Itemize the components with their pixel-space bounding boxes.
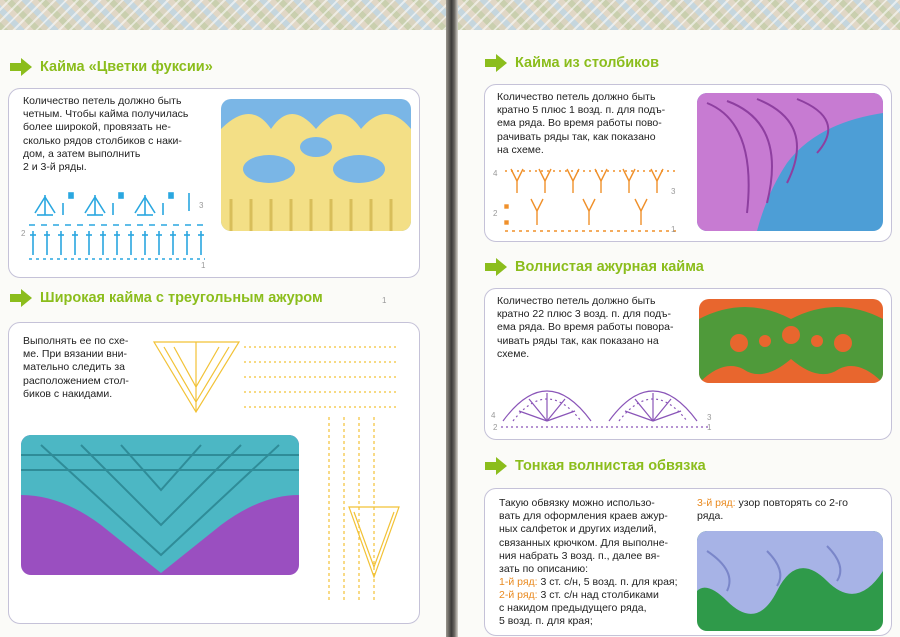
row-number: 2: [21, 229, 26, 238]
decorative-header-pattern: [0, 0, 446, 30]
arrow-icon: [485, 54, 507, 72]
row-3-instruction: [697, 497, 887, 523]
arrow-icon: [10, 58, 32, 76]
lace-photo-thin-wavy: [697, 531, 883, 631]
section-heading-wavy-openwork: [485, 258, 704, 276]
row-number: 3: [707, 413, 712, 422]
section-title: Волнистая ажурная кайма: [515, 259, 704, 275]
section-text: Количество петель должно быть четным. Чтобы кайма получилась более широкой, провязать не- сколько рядов столбиков с наки- дом, а затем выполнить 2 и 3-й ряды.: [23, 95, 189, 174]
right-page: [458, 0, 900, 637]
section-title: Тонкая волнистая обвязка: [515, 458, 706, 474]
section-title: Широкая кайма с треугольным ажуром: [40, 290, 323, 306]
lace-photo-fuchsia: [221, 99, 411, 231]
row-number: 2: [493, 209, 498, 218]
row-1-instruction: [499, 576, 699, 589]
row-text: 3 ст. с/н, 5 возд. п. для края;: [537, 576, 678, 588]
row-number: 3: [671, 187, 676, 196]
row-2-instruction: [499, 589, 699, 629]
row-label: 3-й ряд:: [697, 497, 736, 509]
section-text: Выполнять ее по схе- ме. При вязании вни- мательно следить за расположением стол- биков с накидами.: [23, 335, 129, 400]
row-text: 3 ст. с/н над столбиками с накидом предыдущего ряда, 5 возд. п. для края;: [499, 589, 659, 628]
section-heading-columns: [485, 54, 659, 72]
section-title: Кайма из столбиков: [515, 55, 659, 71]
section-box-thin-wavy: [484, 488, 892, 636]
decorative-header-pattern: [458, 0, 900, 30]
arrow-icon: [485, 457, 507, 475]
section-box-columns: [484, 84, 892, 242]
row-number: 3: [199, 201, 204, 210]
row-number: 2: [493, 423, 498, 432]
row-text: узор повторять со 2-го ряда.: [697, 497, 848, 523]
lace-photo-triangle: [21, 435, 299, 575]
crochet-diagram-fuchsia: [29, 185, 209, 271]
row-label: 2-й ряд:: [499, 589, 538, 601]
arrow-icon: [485, 258, 507, 276]
row-number: 4: [491, 411, 496, 420]
row-number: 1: [201, 261, 206, 270]
left-page: [0, 0, 446, 637]
section-text: Количество петель должно быть кратно 5 плюс 1 возд. п. для подъ- ема ряда. Во время работы пово- рачивать ряды так, как показано на схеме.: [497, 91, 666, 156]
section-text: Количество петель должно быть кратно 22 плюс 3 возд. п. для подъ- ема ряда. Во время работы повора- чивать ряды так, как показано на схеме.: [497, 295, 674, 360]
crochet-diagram-columns: [501, 165, 683, 237]
section-box-wavy-openwork: [484, 288, 892, 440]
page-mark: 1: [382, 296, 387, 305]
section-title: Кайма «Цветки фуксии»: [40, 59, 213, 75]
section-heading-thin-wavy: [485, 457, 706, 475]
row-number: 1: [671, 225, 676, 234]
lace-photo-wavy-openwork: [699, 299, 883, 383]
arrow-icon: [10, 289, 32, 307]
section-box-triangle: [8, 322, 420, 624]
section-heading-triangle: [10, 289, 323, 307]
row-number: 4: [493, 169, 498, 178]
section-box-fuchsia: [8, 88, 420, 278]
crochet-diagram-wavy-openwork: [499, 371, 721, 433]
row-label: 1-й ряд:: [499, 576, 538, 588]
section-text: Такую обвязку можно использо- вать для оформления краев ажур- ных салфеток и других изделий, связанных крючком. Для выполне- ния набрать 3 возд. п., далее вя- зать по описанию:: [499, 497, 669, 576]
lace-photo-columns: [697, 93, 883, 231]
row-number: 1: [707, 423, 712, 432]
book-gutter: [446, 0, 458, 637]
section-heading-fuchsia: [10, 58, 213, 76]
